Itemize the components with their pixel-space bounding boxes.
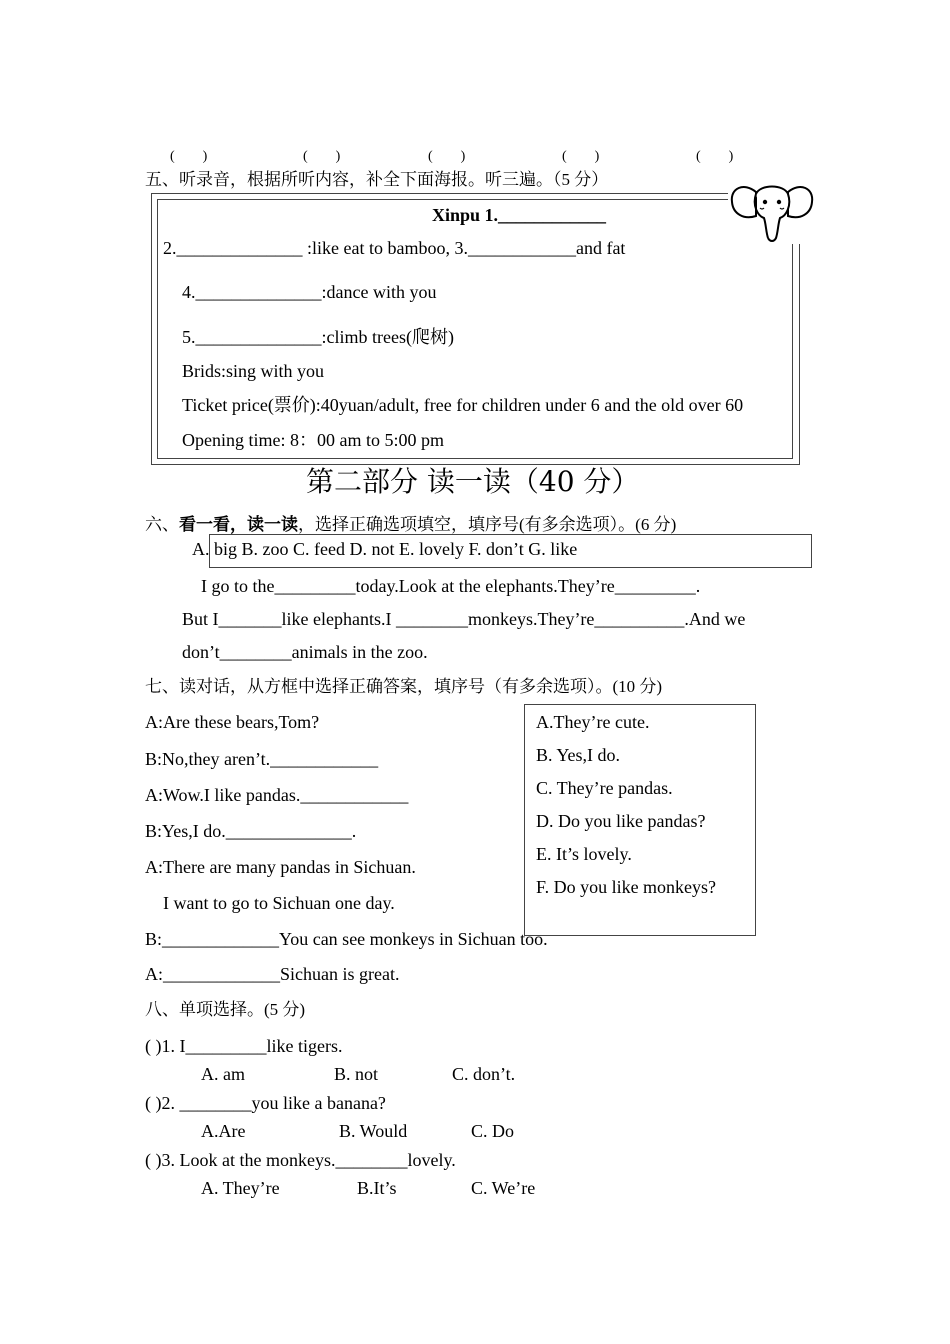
poster-line-2: 2.______________ :like eat to bamboo, 3.____________and fat [163,238,626,258]
question-2-option-b: B. Would [339,1121,408,1141]
poster-title: Xinpu 1.____________ [432,205,607,225]
dialogue-line-4: B:Yes,I do.______________. [145,821,357,841]
dialogue-line-5: A:There are many pandas in Sichuan. [145,857,416,877]
dialogue-line-7: B:_____________You can see monkeys in Sichuan too. [145,929,548,949]
section8-points: (5 分) [264,1000,306,1019]
section6-heading [145,516,676,534]
section5-heading-text: 五、听录音，根据所听内容，补全下面海报。 [145,170,485,189]
section5-heading-bold: 听三遍。 [485,170,553,190]
question-3-option-b: B.It’s [357,1178,397,1198]
answer-paren-4: ( ) [562,149,600,164]
question-2-option-c: C. Do [471,1121,515,1141]
question-2-stem: ( )2. ________you like a banana? [145,1093,386,1113]
question-1-stem: ( )1. I_________like tigers. [145,1036,343,1056]
elephant-icon [728,180,816,244]
section7-choice-f: F. Do you like monkeys? [536,877,717,897]
section6-line-3: don’t________animals in the zoo. [182,642,428,662]
section5-points: （5 分） [553,170,609,189]
part2-title: 第二部分 读一读（40 分） [306,465,640,498]
section5-heading [145,171,608,189]
section8-heading [145,1001,305,1019]
section6-line-1: I go to the_________today.Look at the elephants.They’re_________. [201,576,701,596]
poster-birds: Brids:sing with you [182,361,325,381]
answer-paren-5: ( ) [696,149,734,164]
section6-options: A. big B. zoo C. feed D. not E. lovely F. don’t G. like [192,539,578,559]
section7-choice-e: E. It’s lovely. [536,844,632,864]
question-3-option-a: A. They’re [201,1178,280,1198]
section6-heading-bold: 看一看，读一读 [179,515,298,535]
section7-choice-b: B. Yes,I do. [536,745,621,765]
dialogue-line-1: A:Are these bears,Tom? [145,712,320,732]
section7-choice-a: A.They’re cute. [536,712,650,732]
dialogue-line-2: B:No,they aren’t.____________ [145,749,379,769]
dialogue-line-3: A:Wow.I like pandas.____________ [145,785,409,805]
poster-line-4: 4.______________:dance with you [182,282,437,302]
section7-heading: 七、读对话，从方框中选择正确答案，填序号（有多余选项）。(10 分) [145,677,663,696]
poster-line-5: 5.______________:climb trees(爬树) [182,327,454,347]
question-2-option-a: A.Are [201,1121,246,1141]
question-1-option-c: C. don’t. [452,1064,516,1084]
section6-heading-text: ，选择正确选项填空，填序号(有多余选项）。(6 分) [298,515,677,534]
answer-paren-3: ( ) [428,149,466,164]
answer-paren-2: ( ) [303,149,341,164]
question-3-option-c: C. We’re [471,1178,536,1198]
section7-choice-d: D. Do you like pandas? [536,811,706,831]
section8-heading-text: 八、单项选择。 [145,1000,264,1020]
answer-paren-1: ( ) [170,149,208,164]
question-1-option-a: A. am [201,1064,245,1084]
section6-line-2: But I_______like elephants.I ________monkeys.They’re__________.And we [182,609,746,629]
dialogue-line-8: A:_____________Sichuan is great. [145,964,400,984]
section6-heading-num: 六、 [145,515,179,534]
poster-ticket-price: Ticket price(票价):40yuan/adult, free for children under 6 and the old over 60 [182,395,744,415]
dialogue-line-6: I want to go to Sichuan one day. [163,893,395,913]
section7-choice-c: C. They’re pandas. [536,778,673,798]
question-3-stem: ( )3. Look at the monkeys.________lovely. [145,1150,456,1170]
question-1-option-b: B. not [334,1064,379,1084]
poster-opening-time: Opening time: 8：00 am to 5:00 pm [182,430,444,450]
